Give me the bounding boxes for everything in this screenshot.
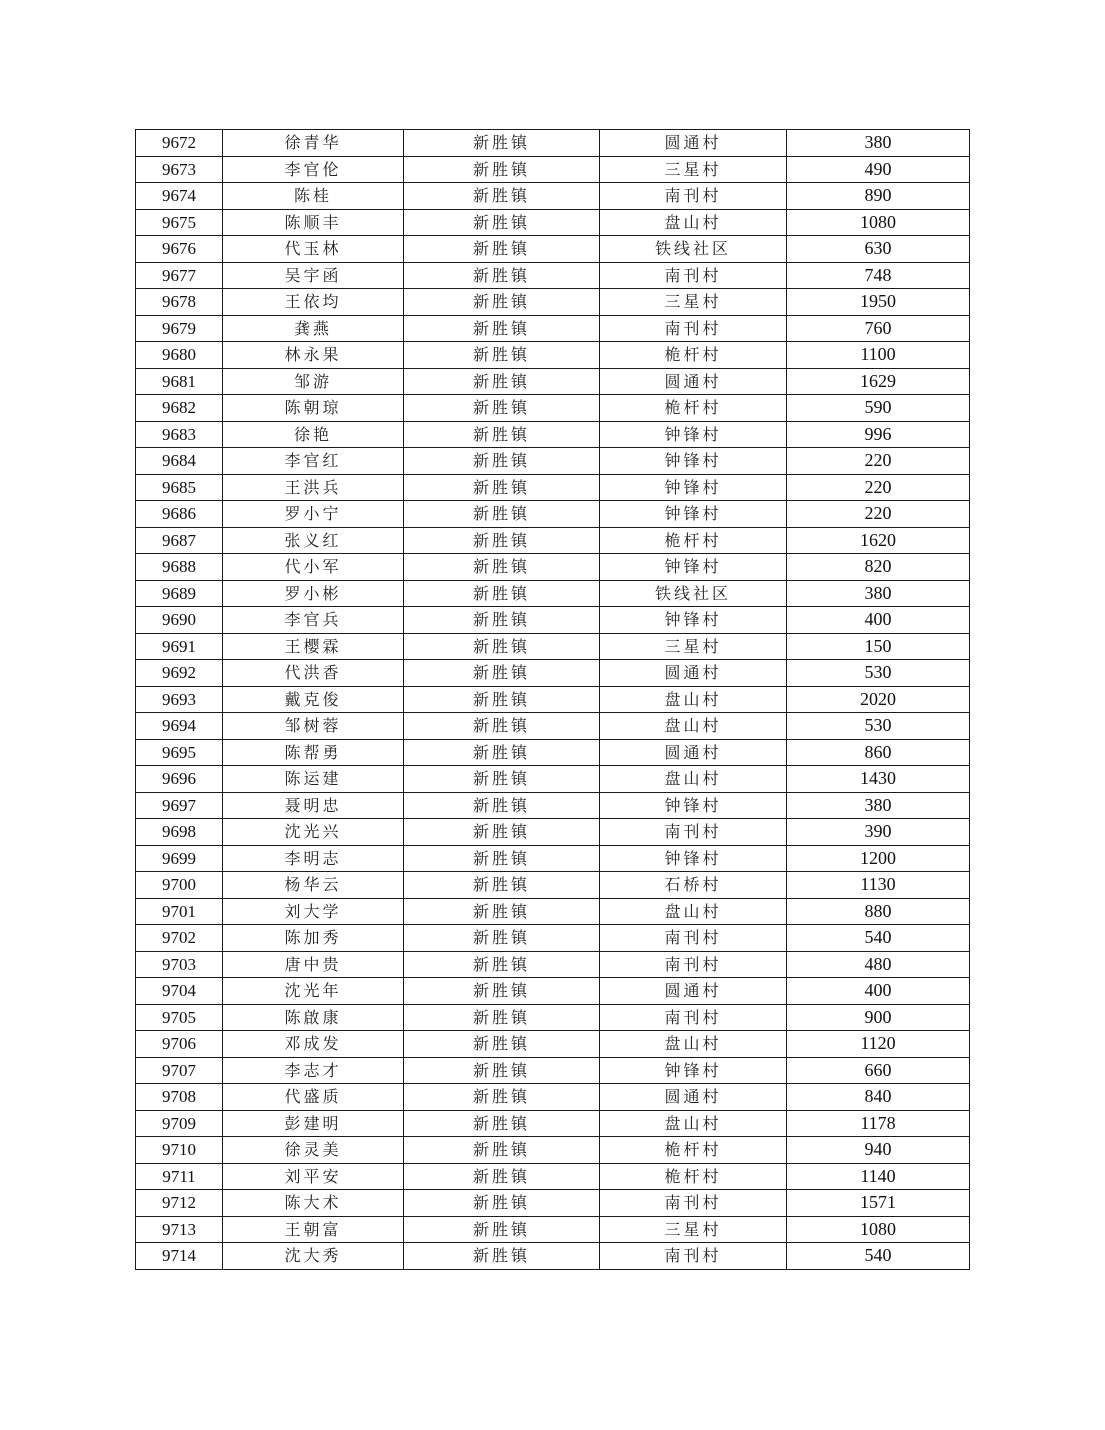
village-cell: 南刊村 — [600, 315, 787, 342]
row-id-cell: 9709 — [136, 1110, 223, 1137]
village-cell: 南刊村 — [600, 951, 787, 978]
amount-cell: 150 — [787, 633, 970, 660]
name-cell: 陈顺丰 — [223, 209, 404, 236]
name-cell: 王洪兵 — [223, 474, 404, 501]
village-cell: 盘山村 — [600, 898, 787, 925]
village-cell: 盘山村 — [600, 209, 787, 236]
amount-cell: 748 — [787, 262, 970, 289]
town-cell: 新胜镇 — [404, 421, 600, 448]
amount-cell: 880 — [787, 898, 970, 925]
amount-cell: 1178 — [787, 1110, 970, 1137]
town-cell: 新胜镇 — [404, 501, 600, 528]
table-row — [136, 1216, 970, 1243]
row-id-cell: 9696 — [136, 766, 223, 793]
table-row — [136, 1084, 970, 1111]
town-cell: 新胜镇 — [404, 1057, 600, 1084]
name-cell: 徐灵美 — [223, 1137, 404, 1164]
amount-cell: 1080 — [787, 1216, 970, 1243]
village-cell: 圆通村 — [600, 660, 787, 687]
table-row — [136, 421, 970, 448]
village-cell: 南刊村 — [600, 262, 787, 289]
amount-cell: 840 — [787, 1084, 970, 1111]
name-cell: 王依均 — [223, 289, 404, 316]
row-id-cell: 9677 — [136, 262, 223, 289]
village-cell: 桅杆村 — [600, 527, 787, 554]
town-cell: 新胜镇 — [404, 580, 600, 607]
village-cell: 桅杆村 — [600, 342, 787, 369]
amount-cell: 1120 — [787, 1031, 970, 1058]
amount-cell: 1140 — [787, 1163, 970, 1190]
name-cell: 王樱霖 — [223, 633, 404, 660]
village-cell: 三星村 — [600, 156, 787, 183]
table-row — [136, 978, 970, 1005]
amount-cell: 540 — [787, 1243, 970, 1270]
town-cell: 新胜镇 — [404, 1163, 600, 1190]
town-cell: 新胜镇 — [404, 342, 600, 369]
amount-cell: 380 — [787, 792, 970, 819]
amount-cell: 940 — [787, 1137, 970, 1164]
row-id-cell: 9698 — [136, 819, 223, 846]
name-cell: 陈帮勇 — [223, 739, 404, 766]
table-row — [136, 1110, 970, 1137]
table-row — [136, 474, 970, 501]
town-cell: 新胜镇 — [404, 448, 600, 475]
amount-cell: 1620 — [787, 527, 970, 554]
row-id-cell: 9684 — [136, 448, 223, 475]
town-cell: 新胜镇 — [404, 209, 600, 236]
town-cell: 新胜镇 — [404, 951, 600, 978]
roster-table — [135, 129, 970, 1270]
village-cell: 圆通村 — [600, 130, 787, 157]
amount-cell: 590 — [787, 395, 970, 422]
village-cell: 盘山村 — [600, 713, 787, 740]
village-cell: 圆通村 — [600, 739, 787, 766]
town-cell: 新胜镇 — [404, 1216, 600, 1243]
village-cell: 钟锋村 — [600, 607, 787, 634]
row-id-cell: 9675 — [136, 209, 223, 236]
name-cell: 代洪香 — [223, 660, 404, 687]
table-row — [136, 527, 970, 554]
amount-cell: 1430 — [787, 766, 970, 793]
table-row — [136, 1004, 970, 1031]
name-cell: 沈大秀 — [223, 1243, 404, 1270]
table-row — [136, 739, 970, 766]
town-cell: 新胜镇 — [404, 872, 600, 899]
name-cell: 戴克俊 — [223, 686, 404, 713]
town-cell: 新胜镇 — [404, 1084, 600, 1111]
village-cell: 桅杆村 — [600, 1137, 787, 1164]
village-cell: 铁线社区 — [600, 580, 787, 607]
row-id-cell: 9686 — [136, 501, 223, 528]
row-id-cell: 9678 — [136, 289, 223, 316]
name-cell: 聂明忠 — [223, 792, 404, 819]
name-cell: 代盛质 — [223, 1084, 404, 1111]
table-row — [136, 262, 970, 289]
village-cell: 南刊村 — [600, 819, 787, 846]
town-cell: 新胜镇 — [404, 792, 600, 819]
table-row — [136, 925, 970, 952]
name-cell: 龚燕 — [223, 315, 404, 342]
row-id-cell: 9713 — [136, 1216, 223, 1243]
town-cell: 新胜镇 — [404, 156, 600, 183]
amount-cell: 380 — [787, 580, 970, 607]
town-cell: 新胜镇 — [404, 607, 600, 634]
row-id-cell: 9707 — [136, 1057, 223, 1084]
row-id-cell: 9680 — [136, 342, 223, 369]
table-row — [136, 607, 970, 634]
name-cell: 李官兵 — [223, 607, 404, 634]
table-row — [136, 395, 970, 422]
village-cell: 石桥村 — [600, 872, 787, 899]
table-row — [136, 130, 970, 157]
village-cell: 南刊村 — [600, 1243, 787, 1270]
table-row — [136, 1163, 970, 1190]
table-row — [136, 368, 970, 395]
village-cell: 钟锋村 — [600, 474, 787, 501]
name-cell: 杨华云 — [223, 872, 404, 899]
table-row — [136, 580, 970, 607]
amount-cell: 1200 — [787, 845, 970, 872]
row-id-cell: 9697 — [136, 792, 223, 819]
village-cell: 钟锋村 — [600, 792, 787, 819]
name-cell: 陈桂 — [223, 183, 404, 210]
row-id-cell: 9679 — [136, 315, 223, 342]
table-row — [136, 1057, 970, 1084]
row-id-cell: 9674 — [136, 183, 223, 210]
row-id-cell: 9693 — [136, 686, 223, 713]
town-cell: 新胜镇 — [404, 686, 600, 713]
village-cell: 盘山村 — [600, 1110, 787, 1137]
village-cell: 钟锋村 — [600, 554, 787, 581]
amount-cell: 530 — [787, 713, 970, 740]
amount-cell: 480 — [787, 951, 970, 978]
row-id-cell: 9676 — [136, 236, 223, 263]
name-cell: 陈大术 — [223, 1190, 404, 1217]
row-id-cell: 9700 — [136, 872, 223, 899]
village-cell: 圆通村 — [600, 1084, 787, 1111]
amount-cell: 630 — [787, 236, 970, 263]
town-cell: 新胜镇 — [404, 845, 600, 872]
town-cell: 新胜镇 — [404, 925, 600, 952]
town-cell: 新胜镇 — [404, 1190, 600, 1217]
town-cell: 新胜镇 — [404, 289, 600, 316]
row-id-cell: 9694 — [136, 713, 223, 740]
village-cell: 盘山村 — [600, 686, 787, 713]
town-cell: 新胜镇 — [404, 527, 600, 554]
village-cell: 南刊村 — [600, 1190, 787, 1217]
town-cell: 新胜镇 — [404, 1137, 600, 1164]
table-row — [136, 872, 970, 899]
village-cell: 桅杆村 — [600, 1163, 787, 1190]
table-row — [136, 289, 970, 316]
village-cell: 南刊村 — [600, 183, 787, 210]
table-row — [136, 448, 970, 475]
table-row — [136, 792, 970, 819]
name-cell: 刘大学 — [223, 898, 404, 925]
table-row — [136, 686, 970, 713]
village-cell: 三星村 — [600, 633, 787, 660]
name-cell: 陈加秀 — [223, 925, 404, 952]
row-id-cell: 9689 — [136, 580, 223, 607]
amount-cell: 220 — [787, 448, 970, 475]
name-cell: 邹树蓉 — [223, 713, 404, 740]
name-cell: 张义红 — [223, 527, 404, 554]
village-cell: 铁线社区 — [600, 236, 787, 263]
name-cell: 李志才 — [223, 1057, 404, 1084]
village-cell: 钟锋村 — [600, 1057, 787, 1084]
row-id-cell: 9706 — [136, 1031, 223, 1058]
name-cell: 徐青华 — [223, 130, 404, 157]
amount-cell: 660 — [787, 1057, 970, 1084]
name-cell: 邹游 — [223, 368, 404, 395]
table-row — [136, 1137, 970, 1164]
table-row — [136, 209, 970, 236]
village-cell: 钟锋村 — [600, 845, 787, 872]
table-row — [136, 898, 970, 925]
name-cell: 邓成发 — [223, 1031, 404, 1058]
amount-cell: 220 — [787, 501, 970, 528]
village-cell: 盘山村 — [600, 1031, 787, 1058]
town-cell: 新胜镇 — [404, 183, 600, 210]
row-id-cell: 9704 — [136, 978, 223, 1005]
name-cell: 李官伦 — [223, 156, 404, 183]
name-cell: 林永果 — [223, 342, 404, 369]
row-id-cell: 9672 — [136, 130, 223, 157]
village-cell: 圆通村 — [600, 368, 787, 395]
town-cell: 新胜镇 — [404, 1110, 600, 1137]
row-id-cell: 9695 — [136, 739, 223, 766]
amount-cell: 996 — [787, 421, 970, 448]
table-row — [136, 713, 970, 740]
name-cell: 吴宇函 — [223, 262, 404, 289]
village-cell: 钟锋村 — [600, 421, 787, 448]
row-id-cell: 9699 — [136, 845, 223, 872]
amount-cell: 530 — [787, 660, 970, 687]
row-id-cell: 9705 — [136, 1004, 223, 1031]
name-cell: 李官红 — [223, 448, 404, 475]
row-id-cell: 9685 — [136, 474, 223, 501]
name-cell: 王朝富 — [223, 1216, 404, 1243]
table-row — [136, 1190, 970, 1217]
table-row — [136, 156, 970, 183]
roster-table-body — [136, 130, 970, 1270]
table-row — [136, 342, 970, 369]
town-cell: 新胜镇 — [404, 898, 600, 925]
name-cell: 罗小宁 — [223, 501, 404, 528]
village-cell: 三星村 — [600, 289, 787, 316]
amount-cell: 890 — [787, 183, 970, 210]
amount-cell: 860 — [787, 739, 970, 766]
village-cell: 盘山村 — [600, 766, 787, 793]
amount-cell: 220 — [787, 474, 970, 501]
name-cell: 沈光年 — [223, 978, 404, 1005]
table-row — [136, 819, 970, 846]
town-cell: 新胜镇 — [404, 1243, 600, 1270]
village-cell: 钟锋村 — [600, 448, 787, 475]
table-row — [136, 951, 970, 978]
name-cell: 陈啟康 — [223, 1004, 404, 1031]
village-cell: 桅杆村 — [600, 395, 787, 422]
village-cell: 三星村 — [600, 1216, 787, 1243]
row-id-cell: 9673 — [136, 156, 223, 183]
village-cell: 南刊村 — [600, 925, 787, 952]
name-cell: 陈运建 — [223, 766, 404, 793]
name-cell: 罗小彬 — [223, 580, 404, 607]
amount-cell: 760 — [787, 315, 970, 342]
amount-cell: 820 — [787, 554, 970, 581]
name-cell: 代小军 — [223, 554, 404, 581]
name-cell: 徐艳 — [223, 421, 404, 448]
town-cell: 新胜镇 — [404, 1004, 600, 1031]
row-id-cell: 9712 — [136, 1190, 223, 1217]
table-row — [136, 766, 970, 793]
town-cell: 新胜镇 — [404, 978, 600, 1005]
table-row — [136, 236, 970, 263]
amount-cell: 1950 — [787, 289, 970, 316]
row-id-cell: 9681 — [136, 368, 223, 395]
name-cell: 代玉林 — [223, 236, 404, 263]
town-cell: 新胜镇 — [404, 236, 600, 263]
name-cell: 彭建明 — [223, 1110, 404, 1137]
amount-cell: 540 — [787, 925, 970, 952]
row-id-cell: 9714 — [136, 1243, 223, 1270]
table-row — [136, 554, 970, 581]
row-id-cell: 9691 — [136, 633, 223, 660]
town-cell: 新胜镇 — [404, 633, 600, 660]
row-id-cell: 9708 — [136, 1084, 223, 1111]
town-cell: 新胜镇 — [404, 660, 600, 687]
amount-cell: 1571 — [787, 1190, 970, 1217]
row-id-cell: 9710 — [136, 1137, 223, 1164]
name-cell: 沈光兴 — [223, 819, 404, 846]
amount-cell: 490 — [787, 156, 970, 183]
row-id-cell: 9682 — [136, 395, 223, 422]
town-cell: 新胜镇 — [404, 368, 600, 395]
row-id-cell: 9702 — [136, 925, 223, 952]
name-cell: 刘平安 — [223, 1163, 404, 1190]
town-cell: 新胜镇 — [404, 819, 600, 846]
row-id-cell: 9701 — [136, 898, 223, 925]
village-cell: 南刊村 — [600, 1004, 787, 1031]
town-cell: 新胜镇 — [404, 739, 600, 766]
amount-cell: 400 — [787, 978, 970, 1005]
town-cell: 新胜镇 — [404, 554, 600, 581]
table-row — [136, 633, 970, 660]
town-cell: 新胜镇 — [404, 1031, 600, 1058]
amount-cell: 390 — [787, 819, 970, 846]
village-cell: 钟锋村 — [600, 501, 787, 528]
table-row — [136, 315, 970, 342]
row-id-cell: 9688 — [136, 554, 223, 581]
town-cell: 新胜镇 — [404, 474, 600, 501]
town-cell: 新胜镇 — [404, 713, 600, 740]
table-row — [136, 183, 970, 210]
row-id-cell: 9687 — [136, 527, 223, 554]
row-id-cell: 9683 — [136, 421, 223, 448]
amount-cell: 1100 — [787, 342, 970, 369]
row-id-cell: 9711 — [136, 1163, 223, 1190]
town-cell: 新胜镇 — [404, 766, 600, 793]
amount-cell: 2020 — [787, 686, 970, 713]
row-id-cell: 9692 — [136, 660, 223, 687]
town-cell: 新胜镇 — [404, 395, 600, 422]
amount-cell: 400 — [787, 607, 970, 634]
name-cell: 李明志 — [223, 845, 404, 872]
table-row — [136, 1243, 970, 1270]
amount-cell: 1629 — [787, 368, 970, 395]
amount-cell: 1080 — [787, 209, 970, 236]
town-cell: 新胜镇 — [404, 315, 600, 342]
table-row — [136, 660, 970, 687]
table-row — [136, 845, 970, 872]
row-id-cell: 9690 — [136, 607, 223, 634]
name-cell: 唐中贵 — [223, 951, 404, 978]
table-row — [136, 1031, 970, 1058]
amount-cell: 380 — [787, 130, 970, 157]
amount-cell: 900 — [787, 1004, 970, 1031]
row-id-cell: 9703 — [136, 951, 223, 978]
village-cell: 圆通村 — [600, 978, 787, 1005]
town-cell: 新胜镇 — [404, 262, 600, 289]
table-row — [136, 501, 970, 528]
name-cell: 陈朝琼 — [223, 395, 404, 422]
town-cell: 新胜镇 — [404, 130, 600, 157]
amount-cell: 1130 — [787, 872, 970, 899]
